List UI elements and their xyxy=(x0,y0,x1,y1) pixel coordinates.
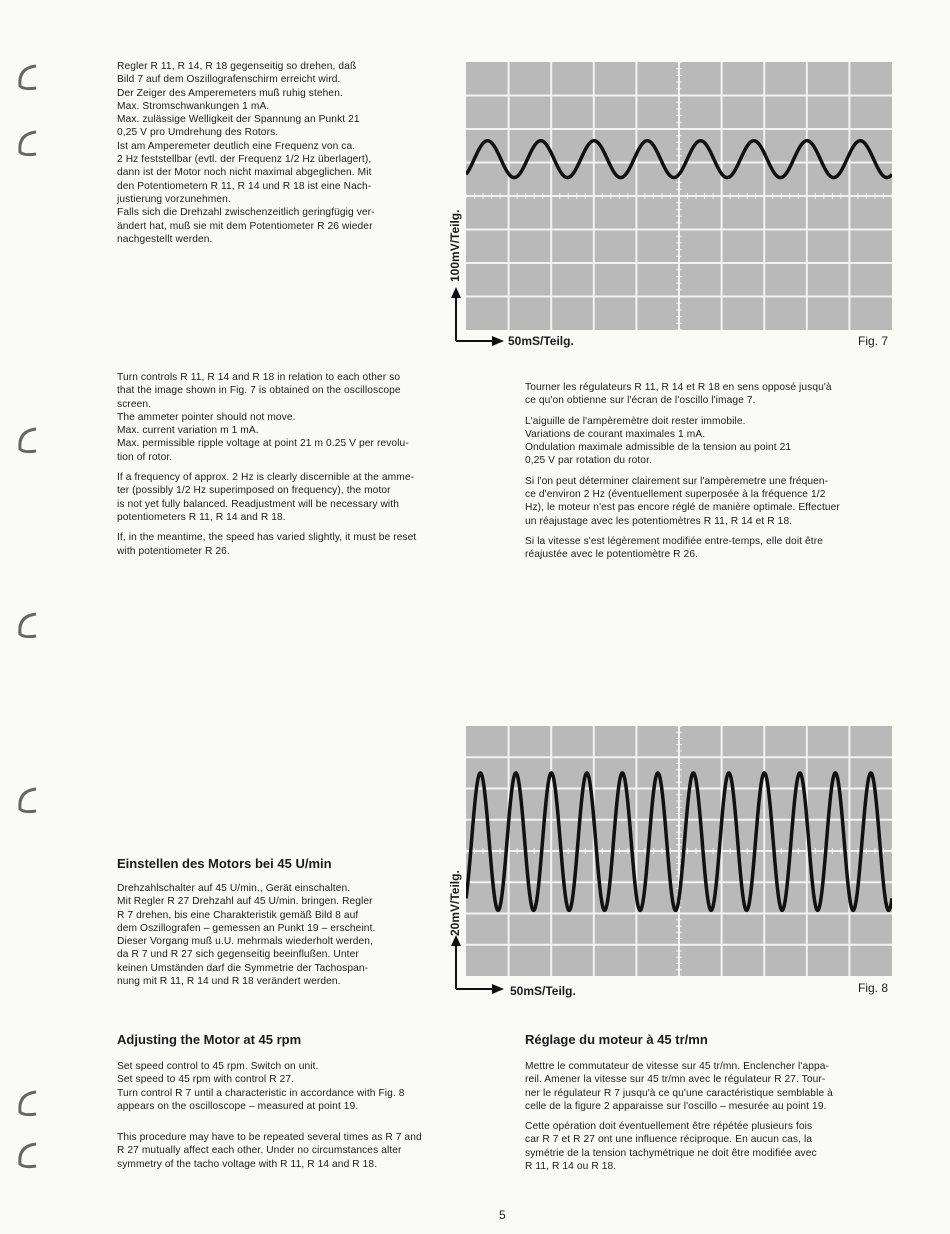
y-unit-label-fig8: 20mV/Teilg. xyxy=(448,870,462,936)
binder-hole-mark xyxy=(14,1088,38,1118)
french-section-heading: Réglage du moteur à 45 tr/mn xyxy=(525,1032,708,1047)
english-instructions-bottom: Set speed control to 45 rpm. Switch on unit. Set speed to 45 rpm with control R 27. Turn control R 7 until a characteristic in accordance with Fig. 8 appears on the oscilloscope – measured at point 19. This procedure may have to be repeated several times as R 7 and R 27 mutually affect each other. Under no circumstances alter symmetry of the tacho voltage with R 11, R 14 and R 18. xyxy=(117,1061,422,1170)
axis-arrows-fig7 xyxy=(446,287,506,347)
oscilloscope-fig7 xyxy=(466,62,892,330)
y-unit-label-fig7: 100mV/Teilg. xyxy=(448,209,462,282)
french-instructions-bottom: Mettre le commutateur de vitesse sur 45 tr/mn. Enclencher l'appa- reil. Amener la vitesse sur 45 tr/mn avec le régulateur R 27. Tour- ner le régulateur R 7 jusqu'à ce qu'une caractéristique semblable à celle de la figure 2 apparaisse sur l'oscillo – mesurée au point 19. Cette opération doit éventuellement être répétée plusieurs fois car R 7 et R 27 ont une influence réciproque. En aucun cas, la symétrie de la tension tachymétrique ne doit être modifiée avec R 11, R 14 ou R 18. xyxy=(525,1061,833,1173)
german-section-heading: Einstellen des Motors bei 45 U/min xyxy=(117,856,332,871)
x-unit-label-fig7: 50mS/Teilg. xyxy=(508,334,574,348)
english-instructions-top: Turn controls R 11, R 14 and R 18 in relation to each other so that the image shown in Fig. 7 is obtained on the oscilloscope screen. The ammeter pointer should not move. Max. current variation m 1 mA. Max. permissible ripple voltage at point 21 m 0.25 V per revolu- tion of rotor. If a frequency of approx. 2 Hz is clearly discernible at the amme- ter (possibly 1/2 Hz superimposed on frequency), the motor is not yet fully balanced. Readjustment will be necessary with potentiometers R 11, R 14 and R 18. If, in the meantime, the speed has varied slightly, it must be reset with potentiometer R 26. xyxy=(117,372,417,557)
oscilloscope-fig8 xyxy=(466,726,892,976)
figure-label-fig8: Fig. 8 xyxy=(858,981,889,995)
binder-hole-mark xyxy=(14,1140,38,1170)
page-number: 5 xyxy=(499,1208,506,1222)
x-unit-label-fig8: 50mS/Teilg. xyxy=(510,984,576,998)
binder-hole-mark xyxy=(14,128,38,158)
binder-hole-mark xyxy=(14,62,38,92)
binder-hole-mark xyxy=(14,610,38,640)
german-instructions-top: Regler R 11, R 14, R 18 gegenseitig so drehen, daß Bild 7 auf dem Oszillografenschirm erreicht wird. Der Zeiger des Amperemeters muß ruhig stehen. Max. Stromschwankungen 1 mA. Max. zulässige Welligkeit der Spannung an Punkt 21 0,25 V pro Umdrehung des Rotors. Ist am Amperemeter deutlich eine Frequenz von ca. 2 Hz feststellbar (evtl. der Frequenz 1/2 Hz überlagert), dann ist der Motor noch nicht maximal abgeglichen. Mit den Potentiometern R 11, R 14 und R 18 ist eine Nach- justierung vorzunehmen. Falls sich die Drehzahl zwischenzeitlich geringfügig ver- ändert hat, muß sie mit dem Potentiometer R 26 wieder nachgestellt werden. xyxy=(117,61,375,245)
french-instructions-top: Tourner les régulateurs R 11, R 14 et R 18 en sens opposé jusqu'à ce qu'on obtienne sur l'écran de l'oscillo l'image 7. L'aiguille de l'ampèremètre doit rester immobile. Variations de courant maximales 1 mA. Ondulation maximale admissible de la tension au point 21 0,25 V par rotation du rotor. Si l'on peut déterminer clairement sur l'ampèremetre une fréquen- ce d'environ 2 Hz (éventuellement superposée à la fréquence 1/2 Hz), le moteur n'est pas encore réglé de manière optimale. Effectuer un réajustage avec les potentiomètres R 11, R 14 et R 18. Si la vitesse s'est légèrement modifiée entre-temps, elle doit être réajustée avec le potentiomètre R 26. xyxy=(525,382,840,561)
english-section-heading: Adjusting the Motor at 45 rpm xyxy=(117,1032,302,1047)
binder-hole-mark xyxy=(14,785,38,815)
german-instructions-bottom: Drehzahlschalter auf 45 U/min., Gerät einschalten. Mit Regler R 27 Drehzahl auf 45 U/min. bringen. Regler R 7 drehen, bis eine Charakteristik gemäß Bild 8 auf dem Oszillografen – gemessen an Punkt 19 – erscheint. Dieser Vorgang muß u.U. mehrmals wiederholt werden, da R 7 und R 27 sich gegenseitig beeinflußen. Unter keinen Umständen darf die Symmetrie der Tachospan- nung mit R 11, R 14 und R 18 verändert werden. xyxy=(117,883,376,988)
axis-arrows-fig8 xyxy=(446,935,506,995)
figure-label-fig7: Fig. 7 xyxy=(858,334,889,348)
binder-hole-mark xyxy=(14,425,38,455)
